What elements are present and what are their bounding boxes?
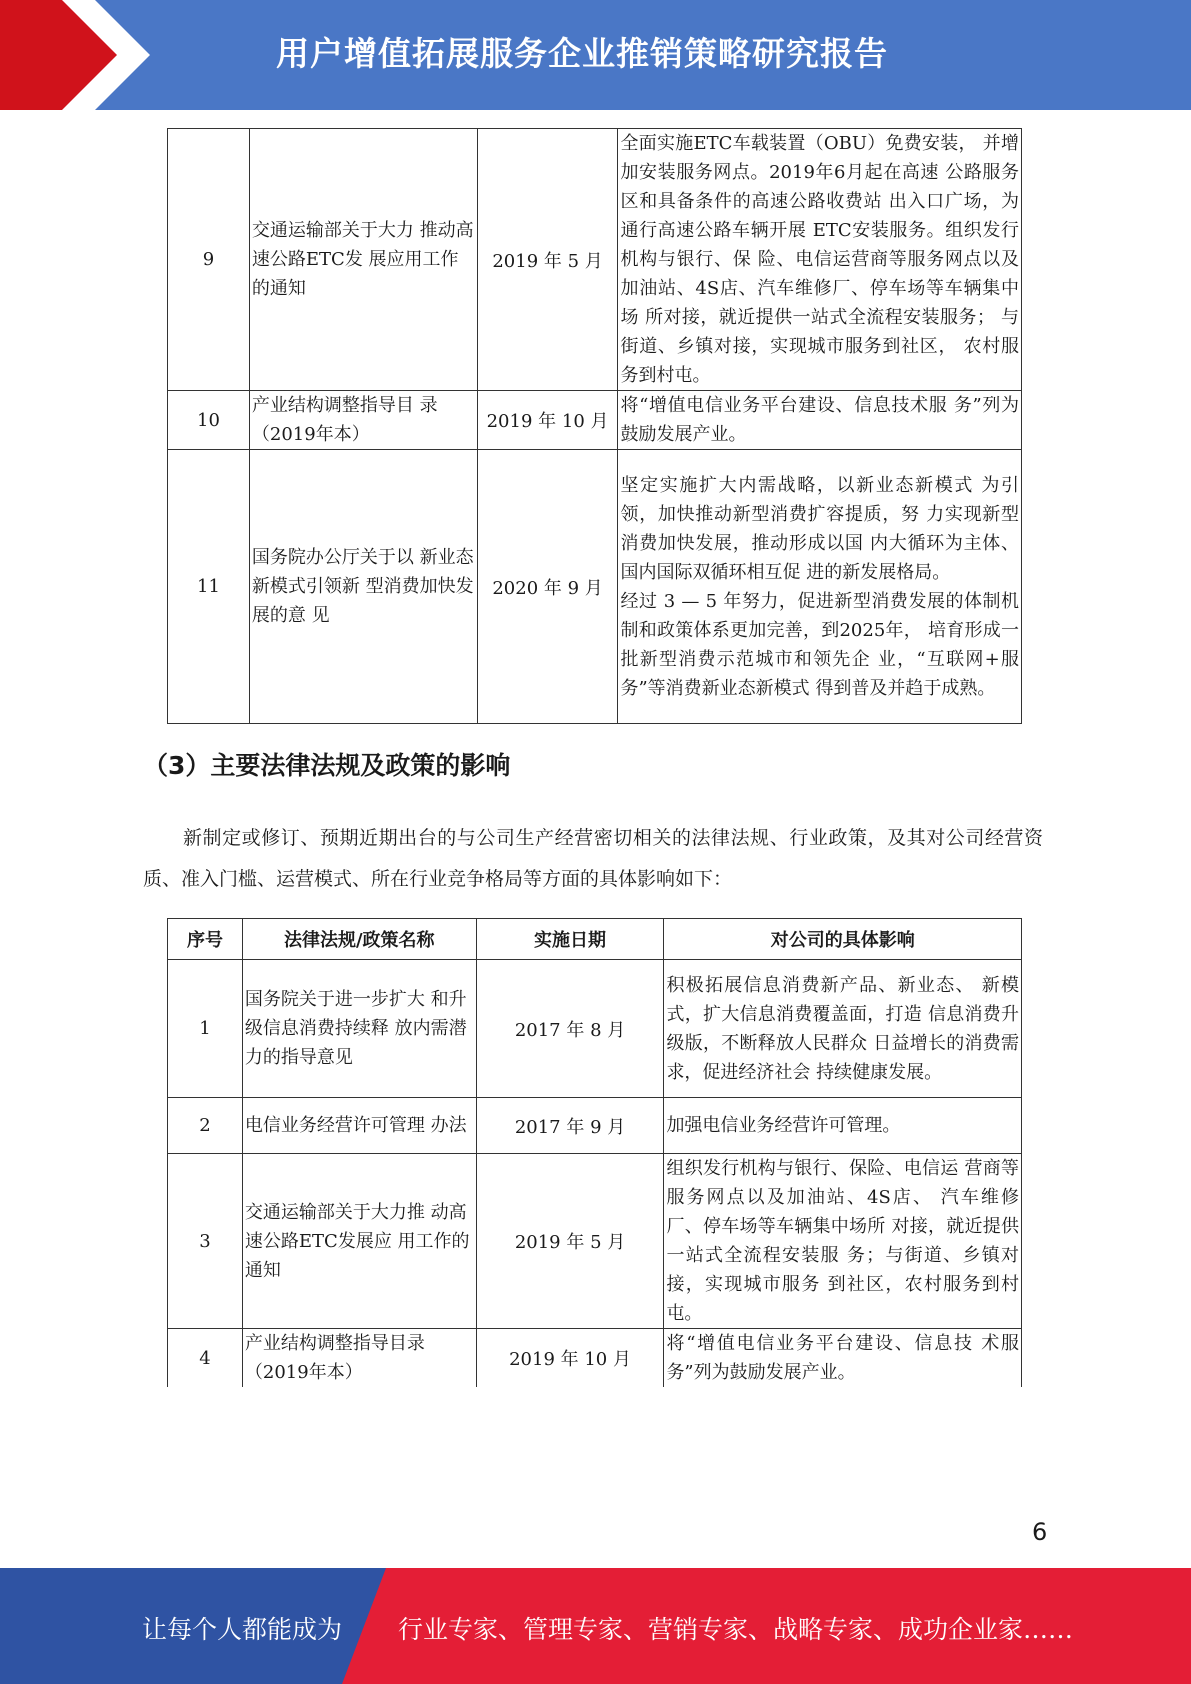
row-number: 4: [168, 1329, 243, 1388]
policy-name: 交通运输部关于大力 推动高速公路ETC发 展应用工作的通知: [249, 129, 477, 391]
column-header: 序号: [168, 919, 243, 960]
column-header: 对公司的具体影响: [664, 919, 1022, 960]
table-row: [168, 450, 1022, 724]
table-row: [168, 960, 1022, 1098]
page-header: [0, 0, 1191, 110]
section-paragraph: 新制定或修订、预期近期出台的与公司生产经营密切相关的法律法规、行业政策，及其对公司经营资质、准入门槛、运营模式、所在行业竞争格局等方面的具体影响如下：: [143, 827, 1043, 890]
policy-impact: 将“增值电信业务平台建设、信息技 术服务”列为鼓励发展产业。: [664, 1329, 1022, 1388]
table-header-row: [168, 919, 1022, 960]
row-number: 11: [168, 450, 250, 724]
policy-name: 产业结构调整指导目录（2019年本）: [242, 1329, 476, 1388]
column-header: 实施日期: [476, 919, 664, 960]
impact-paragraph: 坚定实施扩大内需战略，以新业态新模式 为引领，加快推动新型消费扩容提质，努 力实现新型消费加快发展，推动形成以国 内大循环为主体、国内国际双循环相互促 进的新发展格局。: [620, 474, 1019, 583]
impact-paragraph: 经过 3 — 5 年努力，促进新型消费发展的体制机制和政策体系更加完善，到2025年， 培育形成一批新型消费示范城市和领先企 业，“互联网+服务”等消费新业态新模式 得到普及并趋于成熟。: [620, 590, 1019, 699]
effective-date: 2017 年 9 月: [476, 1098, 664, 1154]
policy-name: 国务院关于进一步扩大 和升级信息消费持续释 放内需潜力的指导意见: [242, 960, 476, 1098]
policy-impact: 组织发行机构与银行、保险、电信运 营商等服务网点以及加油站、4S店、 汽车维修厂、停车场等车辆集中场所 对接，就近提供一站式全流程安装服 务；与街道、乡镇对接，实现城市服务 到社区，农村服务到村屯。: [664, 1154, 1022, 1329]
policy-name: 产业结构调整指导目 录（2019年本）: [249, 391, 477, 450]
page-number: 6: [1032, 1518, 1048, 1546]
policy-impact: 将“增值电信业务平台建设、信息技术服 务”列为鼓励发展产业。: [618, 391, 1022, 450]
row-number: 9: [168, 129, 250, 391]
row-number: 10: [168, 391, 250, 450]
header-red-arrow: [0, 0, 150, 110]
footer-slogan-right: 行业专家、管理专家、营销专家、战略专家、成功企业家……: [398, 1615, 1074, 1644]
effective-date: 2019 年 10 月: [476, 1329, 664, 1388]
effective-date: 2017 年 8 月: [476, 960, 664, 1098]
table-row: [168, 1154, 1022, 1329]
table-row: [168, 1329, 1022, 1388]
policy-table-continued: [167, 128, 1022, 724]
effective-date: 2019 年 5 月: [476, 1154, 664, 1329]
effective-date: 2019 年 5 月: [477, 129, 618, 391]
policy-impact: 全面实施ETC车载装置（OBU）免费安装， 并增加安装服务网点。2019年6月起在高速 公路服务区和具备条件的高速公路收费站 出入口广场，为通行高速公路车辆开展 ETC安装服务。组织发行机构与银行、保 险、电信运营商等服务网点以及加油站、4S店、汽车维修厂、停车场等车辆集中场 所对接，就近提供一站式全流程安装服务； 与街道、乡镇对接，实现城市服务到社区， 农村服务到村屯。: [618, 129, 1022, 391]
column-header: 法律法规/政策名称: [242, 919, 476, 960]
policy-impact: 加强电信业务经营许可管理。: [664, 1098, 1022, 1154]
policy-name: 电信业务经营许可管理 办法: [242, 1098, 476, 1154]
footer-slogan-left: 让每个人都能成为: [142, 1615, 343, 1644]
table-row: [168, 129, 1022, 391]
effective-date: 2020 年 9 月: [477, 450, 618, 724]
table-row: [168, 391, 1022, 450]
document-title: 用户增值拓展服务企业推销策略研究报告: [276, 34, 888, 73]
row-number: 1: [168, 960, 243, 1098]
section-heading: （3）主要法律法规及政策的影响: [143, 751, 511, 780]
policy-impact: 积极拓展信息消费新产品、新业态、 新模式，扩大信息消费覆盖面，打造 信息消费升级版，不断释放人民群众 日益增长的消费需求，促进经济社会 持续健康发展。: [664, 960, 1022, 1098]
policy-impact: [618, 450, 1022, 724]
row-number: 2: [168, 1098, 243, 1154]
table-row: [168, 1098, 1022, 1154]
policy-name: 国务院办公厅关于以 新业态新模式引领新 型消费加快发展的意 见: [249, 450, 477, 724]
row-number: 3: [168, 1154, 243, 1329]
effective-date: 2019 年 10 月: [477, 391, 618, 450]
policy-impact-table: [167, 918, 1022, 1387]
policy-name: 交通运输部关于大力推 动高速公路ETC发展应 用工作的通知: [242, 1154, 476, 1329]
